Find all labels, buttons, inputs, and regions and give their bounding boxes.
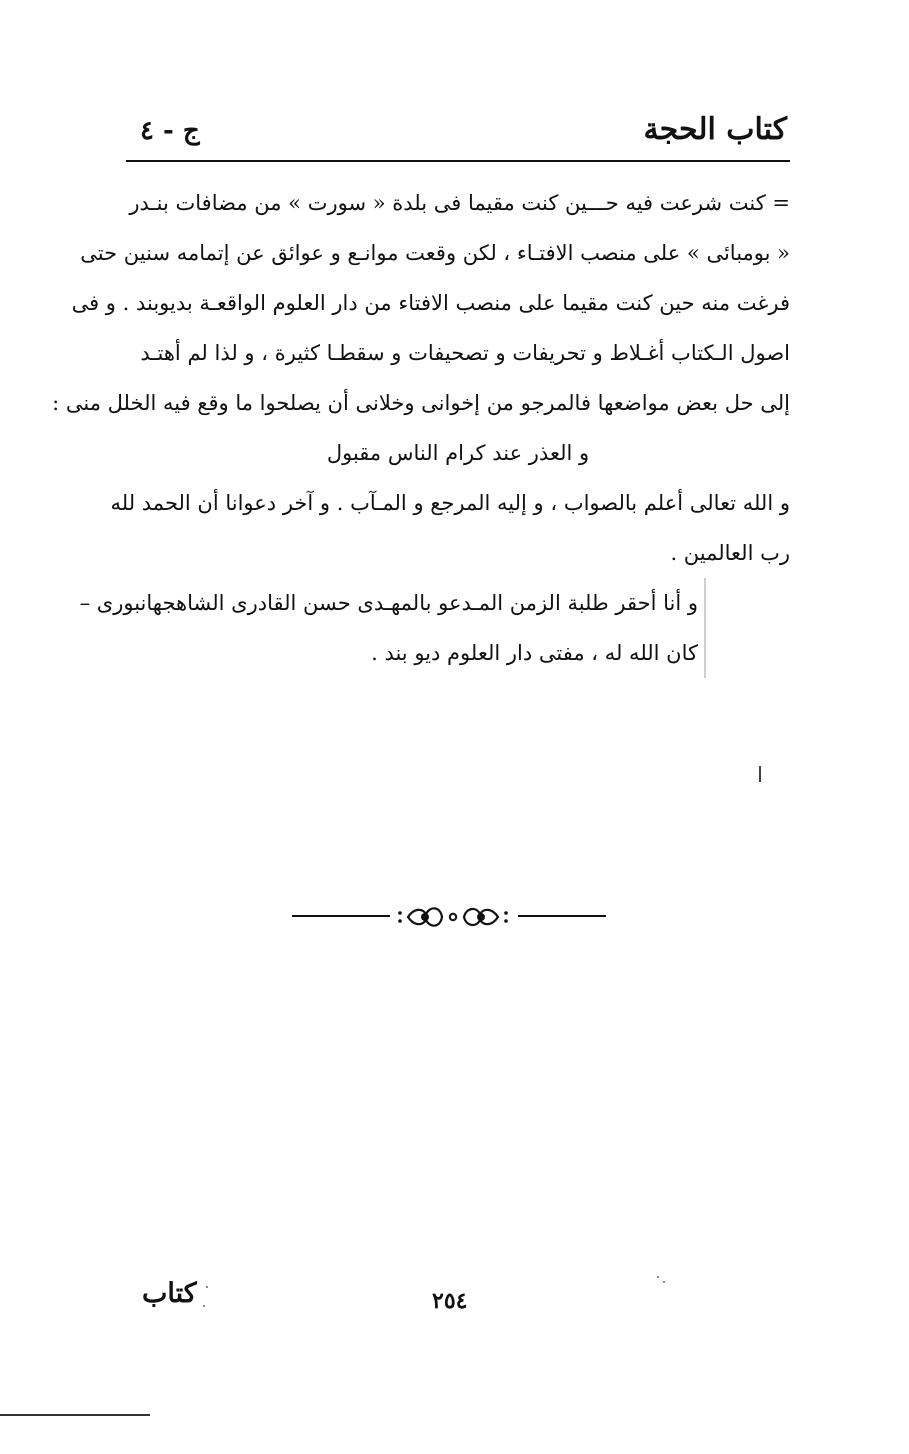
book-title: كتاب الحجة: [643, 112, 787, 147]
text-line: اصول الـكتاب أغـلاط و تحريفات و تصحيفات و سقطـا كثيرة ، و لذا لم أهتـد: [140, 341, 790, 365]
scan-speck: [206, 1286, 208, 1288]
scan-edge-line: [0, 1414, 150, 1416]
signature-line: و أنا أحقر طلبة الزمن المـدعو بالمهـدى حسن القادرى الشاهجهانبورى –: [79, 591, 698, 615]
text-line: « بومبائى » على منصب الافتـاء ، لكن وقعت موانـع و عوائق عن إتمامه سنين حتى: [80, 241, 790, 265]
signature-line: كان الله له ، مفتى دار العلوم ديو بند .: [371, 641, 698, 665]
page-number: ٢٥٤: [432, 1288, 468, 1314]
signature-block: [79, 578, 706, 678]
volume-label: ج - ٤: [140, 116, 200, 146]
header-rule: [126, 160, 790, 162]
ornament-divider: [292, 902, 606, 932]
text-line: فرغت منه حين كنت مقيما على منصب الافتاء من دار العلوم الواقعـة بديوبند . و فى: [71, 291, 790, 315]
closing-line: رب العالمين .: [670, 541, 790, 565]
catchword: كتاب: [142, 1278, 197, 1309]
stray-mark: [759, 766, 761, 782]
verse-line: و العذر عند كرام الناس مقبول: [326, 441, 590, 465]
closing-line: و الله تعالى أعلم بالصواب ، و إليه المرجع و المـآب . و آخر دعوانا أن الحمد لله: [110, 491, 790, 515]
scan-speck: [203, 1305, 205, 1307]
ornament-flourish-icon: [392, 902, 514, 932]
scan-speck: [663, 1281, 665, 1283]
body-text: [52, 178, 790, 678]
text-line: = كنت شرعت فيه حـــين كنت مقيما فى بلدة « سورت » من مضافات بنـدر: [129, 191, 790, 215]
ornament-dash-left: [292, 915, 390, 917]
scan-speck: [657, 1276, 659, 1278]
text-line: إلى حل بعض مواضعها فالمرجو من إخوانى وخلانى أن يصلحوا ما وقع فيه الخلل منى :: [52, 391, 790, 415]
ornament-dash-right: [518, 915, 606, 917]
